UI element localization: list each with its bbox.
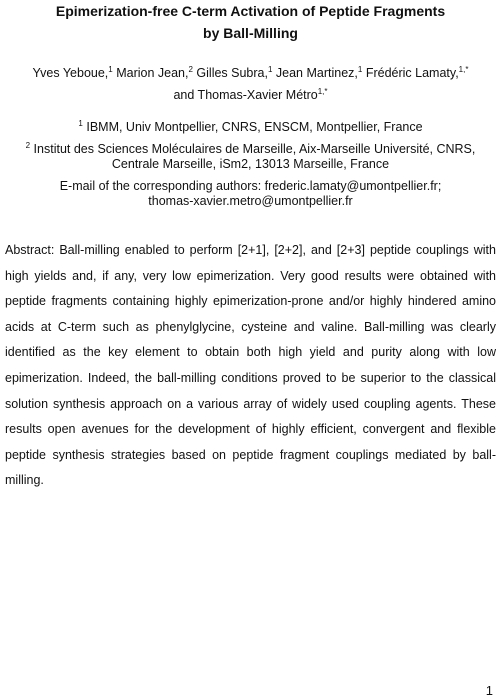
author-name: and Thomas-Xavier Métro [173, 88, 318, 102]
author-affiliation-mark: 1,* [458, 64, 469, 74]
affiliation-2-line-2: Centrale Marseille, iSm2, 13013 Marseille, France [111, 157, 390, 171]
author-list-line-1 [0, 63, 501, 83]
corresponding-email-line-1: E-mail of the corresponding authors: frederic.lamaty@umontpellier.fr; [59, 179, 442, 193]
title-line-2: by Ball-Milling [203, 25, 298, 41]
author-affiliation-mark: 1 [108, 64, 113, 74]
affiliation-number: 2 [25, 140, 31, 150]
affiliation-text: IBMM, Univ Montpellier, CNRS, ENSCM, Montpellier, France [82, 120, 423, 134]
author-affiliation-mark: 1 [357, 64, 363, 74]
title-line-1: Epimerization-free C-term Activation of Peptide Fragments [55, 3, 446, 19]
affiliation-1 [0, 117, 501, 137]
corresponding-email-line-2: thomas-xavier.metro@umontpellier.fr [148, 194, 353, 208]
abstract-paragraph: Abstract: Ball-milling enabled to perform [2+1], [2+2], and [2+3] peptide couplings with high yields and, if any, very low epimerization. Very good results were obtained with peptide fragments containing highly epimerization-prone and/or highly hindered amino acids at C-term such as phenylglycine, cysteine and valine. Ball-milling was clearly identified as the key element to obtain both high yield and purity along with low epimerization. Indeed, the ball-milling conditions proved to be superior to the classical solution synthesis approach on a various array of widely used coupling agents. These results open avenues for the development of highly efficient, convergent and flexible peptide synthesis strategies based on peptide fragment couplings mediated by ball-milling. [5, 243, 496, 488]
author-affiliation-mark: 2 [188, 64, 193, 74]
author-name: Gilles Subra, [192, 66, 268, 80]
affiliation-number: 1 [78, 118, 83, 128]
author-affiliation-mark: 1 [267, 64, 273, 74]
paper-title [0, 0, 501, 44]
author-name: Marion Jean, [112, 66, 189, 80]
affiliation-text: Institut des Sciences Moléculaires de Marseille, Aix-Marseille Université, CNRS, [30, 142, 476, 156]
page-number: 1 [485, 683, 493, 698]
author-affiliation-mark: 1,* [317, 86, 328, 96]
author-name: Frédéric Lamaty, [362, 66, 459, 80]
author-name: Yves Yeboue, [32, 66, 109, 80]
author-name: Jean Martinez, [272, 66, 358, 80]
author-list-line-2 [0, 85, 501, 105]
